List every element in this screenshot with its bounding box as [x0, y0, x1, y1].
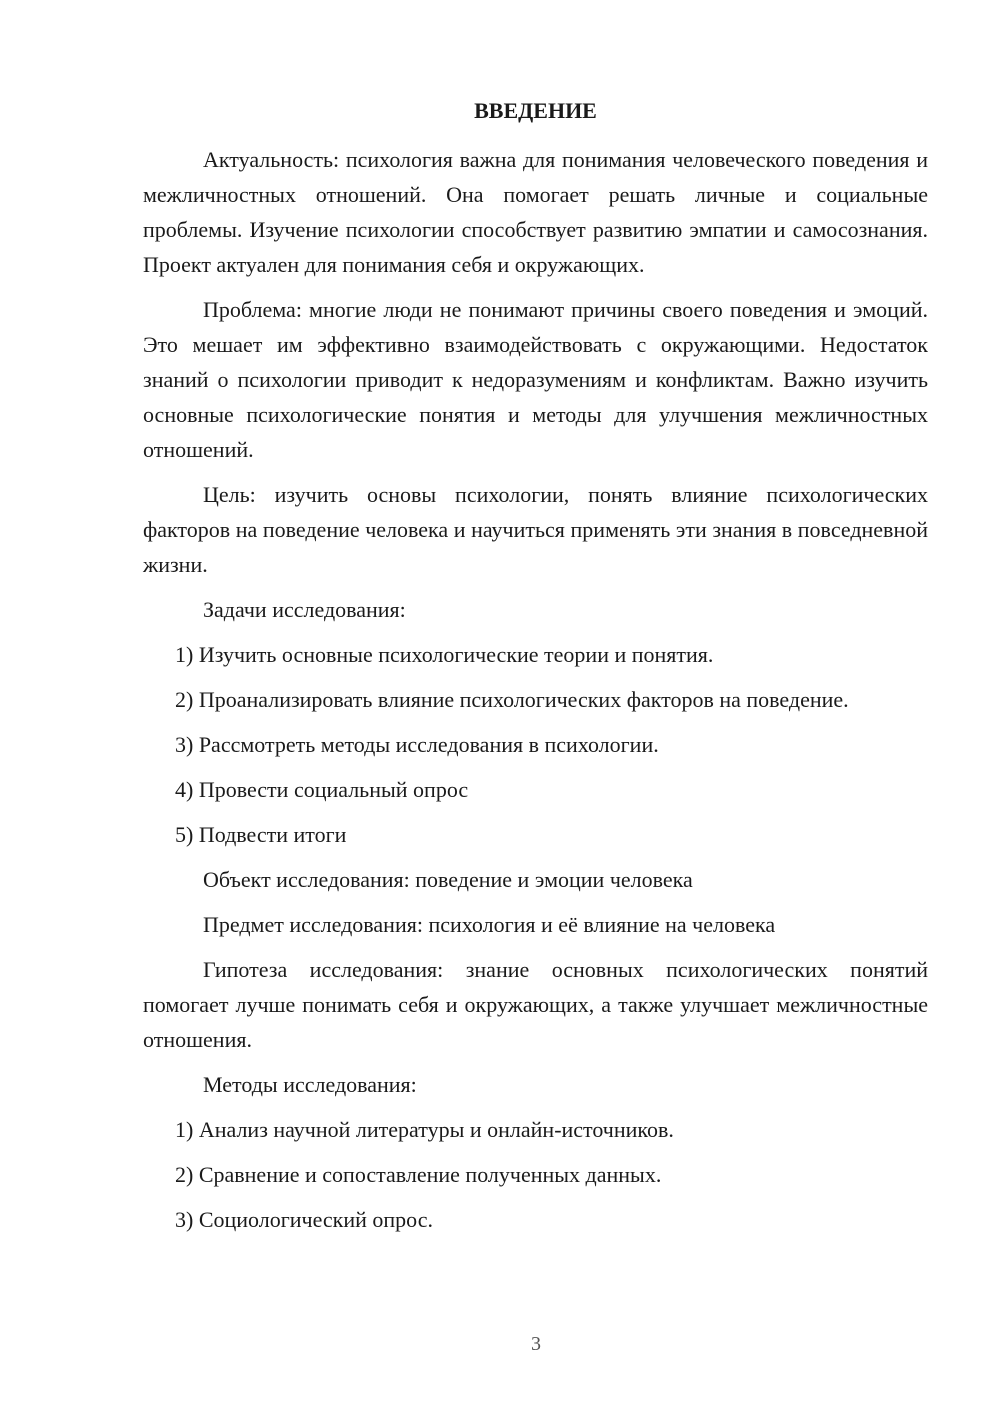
document-body	[143, 142, 928, 1247]
page-number: 3	[531, 1333, 541, 1355]
relevance-paragraph: Актуальность: психология важна для понимания человеческого поведения и межличностных отношений. Она помогает решать личные и социальные проблемы. Изучение психологии способствует развитию эмпатии и самосознания. Проект актуален для понимания себя и окружающих.	[143, 147, 928, 277]
goal-paragraph: Цель: изучить основы психологии, понять влияние психологических факторов на поведение человека и научиться применять эти знания в повседневной жизни.	[143, 482, 928, 577]
method-item-2: 2) Сравнение и сопоставление полученных данных.	[175, 1162, 662, 1187]
task-item-3: 3) Рассмотреть методы исследования в психологии.	[175, 732, 659, 757]
problem-paragraph: Проблема: многие люди не понимают причины своего поведения и эмоций. Это мешает им эффективно взаимодействовать с окружающими. Недостаток знаний о психологии приводит к недоразумениям и конфликтам. Важно изучить основные психологические понятия и методы для улучшения межличностных отношений.	[143, 297, 928, 462]
hypothesis-paragraph: Гипотеза исследования: знание основных психологических понятий помогает лучше понимать себя и окружающих, а также улучшает межличностные отношения.	[143, 957, 928, 1052]
methods-label: Методы исследования:	[203, 1072, 417, 1097]
task-item-5: 5) Подвести итоги	[175, 822, 347, 847]
page-title: ВВЕДЕНИЕ	[474, 98, 597, 123]
task-item-2: 2) Проанализировать влияние психологических факторов на поведение.	[175, 687, 849, 712]
task-item-4: 4) Провести социальный опрос	[175, 777, 469, 802]
research-object: Объект исследования: поведение и эмоции человека	[203, 867, 693, 892]
research-subject: Предмет исследования: психология и её влияние на человека	[203, 912, 776, 937]
tasks-label: Задачи исследования:	[203, 597, 406, 622]
method-item-3: 3) Социологический опрос.	[175, 1207, 433, 1232]
method-item-1: 1) Анализ научной литературы и онлайн-источников.	[175, 1117, 674, 1142]
task-item-1: 1) Изучить основные психологические теории и понятия.	[175, 642, 714, 667]
